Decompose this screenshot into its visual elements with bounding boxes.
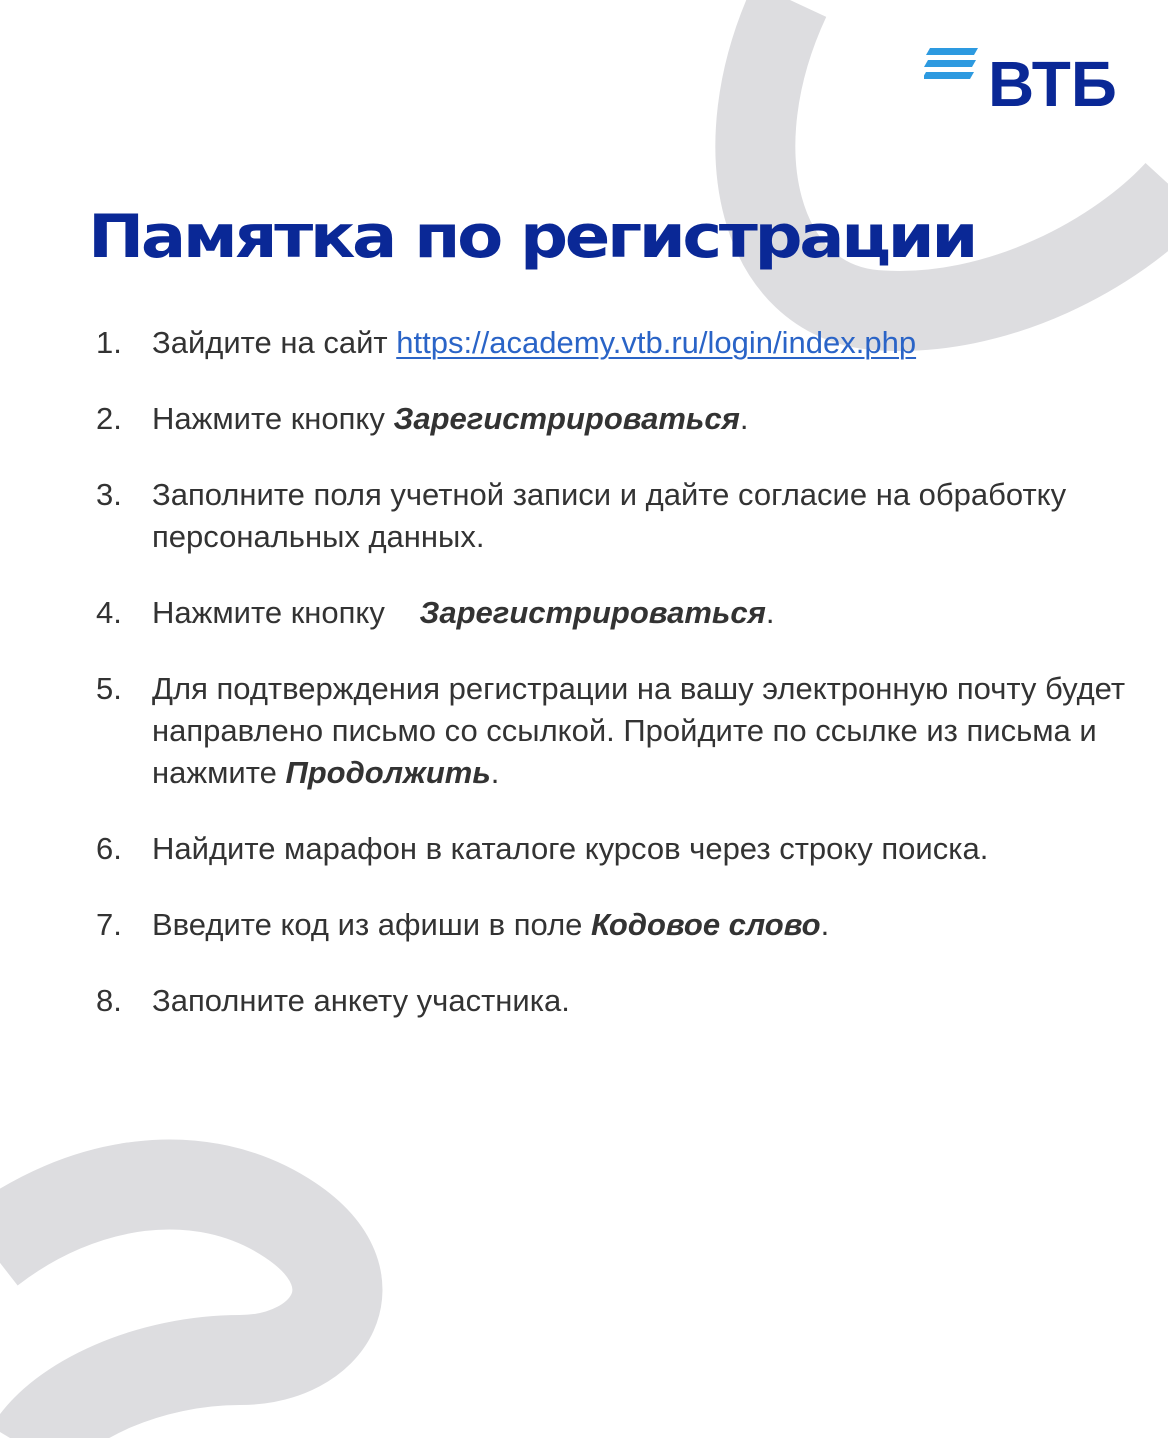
step-7 xyxy=(96,904,1126,946)
step-2-text: Нажмите кнопку xyxy=(152,401,394,436)
step-7-text: Введите код из афиши в поле xyxy=(152,907,592,942)
step-8 xyxy=(96,980,1126,1022)
step-4 xyxy=(96,592,1126,634)
step-number: 3. xyxy=(96,477,122,512)
step-5-after: . xyxy=(490,755,500,790)
step-number: 7. xyxy=(96,907,122,942)
step-text xyxy=(152,398,1126,440)
step-2 xyxy=(96,398,1126,440)
step-text xyxy=(152,592,1126,634)
step-text xyxy=(152,668,1126,794)
step-5 xyxy=(96,668,1126,794)
register-label: Зарегистрироваться xyxy=(393,401,740,436)
step-text: Найдите марафон в каталоге курсов через строку поиска. xyxy=(152,831,989,866)
step-number: 1. xyxy=(96,325,122,360)
academy-link[interactable]: https://academy.vtb.ru/login/index.php xyxy=(396,325,917,360)
vtb-logo xyxy=(924,46,1117,120)
page-title: Памятка по регистрации xyxy=(88,202,976,272)
step-1-text: Зайдите на сайт xyxy=(152,325,397,360)
register-label: Зарегистрироваться xyxy=(419,595,766,630)
vtb-stripes-icon xyxy=(924,46,980,86)
step-6 xyxy=(96,828,1126,870)
code-word-label: Кодовое слово xyxy=(591,907,821,942)
step-number: 5. xyxy=(96,671,122,706)
step-text: Заполните анкету участника. xyxy=(152,983,570,1018)
step-4-after: . xyxy=(765,595,775,630)
step-number: 2. xyxy=(96,401,122,436)
vtb-logo-text: ВТБ xyxy=(988,48,1117,120)
step-text xyxy=(152,904,1126,946)
bottom-left-arc xyxy=(0,1184,337,1438)
step-5-text: Для подтверждения регистрации на вашу электронную почту будет направлено письмо со ссылкой. Пройдите по ссылке из письма и нажмите xyxy=(152,671,1126,790)
step-3 xyxy=(96,474,1126,558)
step-2-after: . xyxy=(739,401,749,436)
step-number: 8. xyxy=(96,983,122,1018)
step-4-text: Нажмите кнопку xyxy=(152,595,394,630)
step-text: Заполните поля учетной записи и дайте согласие на обработку персональных данных. xyxy=(152,477,1067,554)
steps-list xyxy=(96,322,1126,1056)
step-number: 6. xyxy=(96,831,122,866)
step-number: 4. xyxy=(96,595,122,630)
step-text xyxy=(152,322,1126,364)
continue-label: Продолжить xyxy=(285,755,491,790)
step-1 xyxy=(96,322,1126,364)
step-7-after: . xyxy=(820,907,830,942)
